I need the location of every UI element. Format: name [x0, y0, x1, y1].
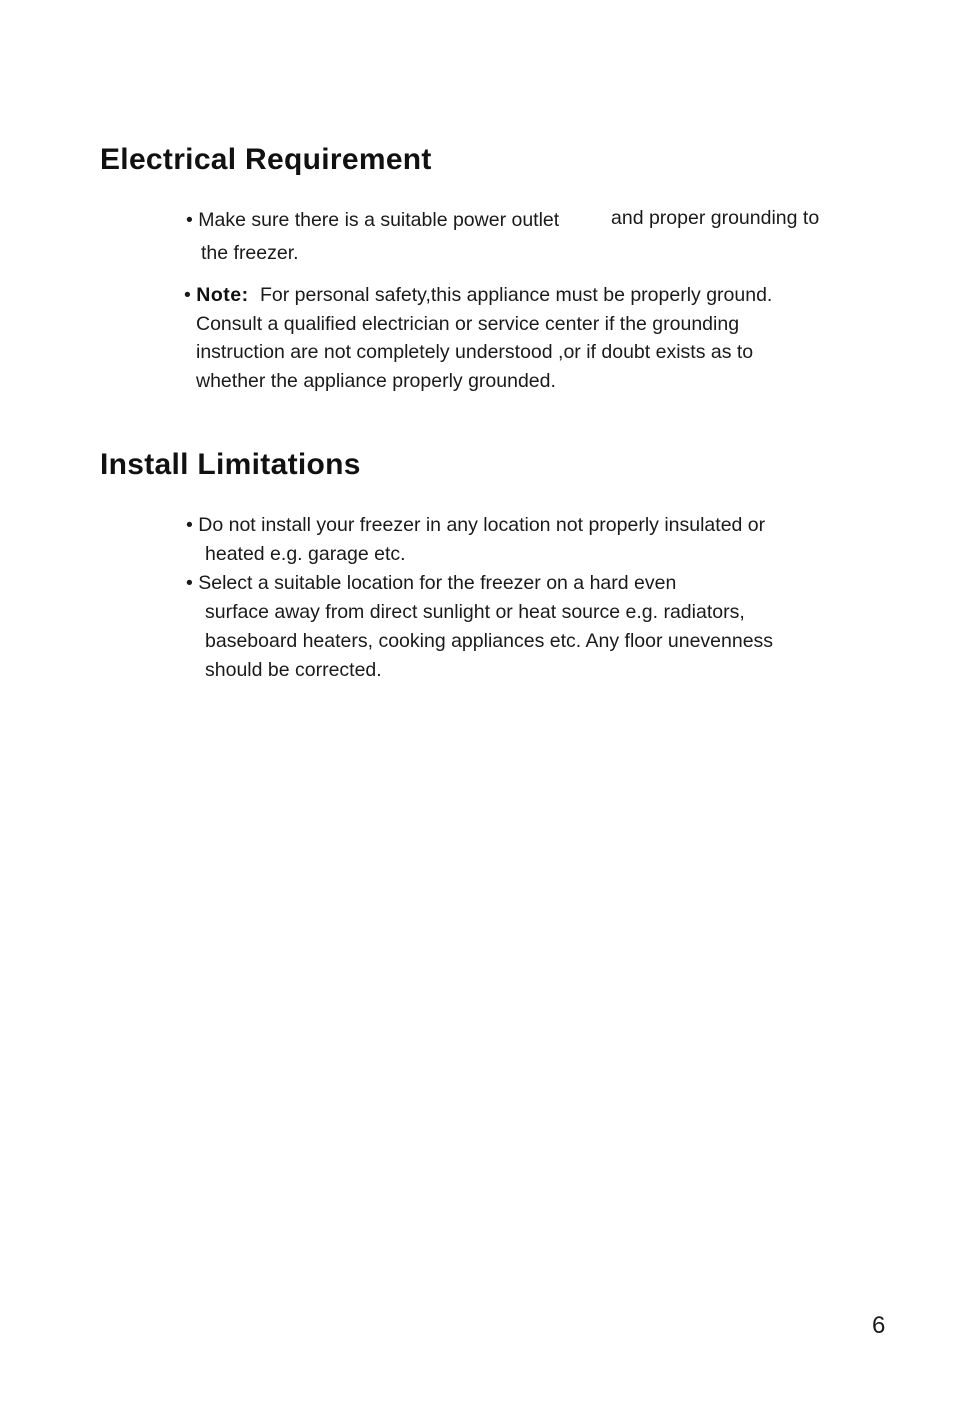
- list-item: [186, 571, 676, 595]
- note-text: For personal safety,this appliance must be properly ground.: [260, 284, 773, 306]
- list-item-text: Do not install your freezer in any location not properly insulated or: [198, 514, 766, 536]
- list-item-text-continuation: heated e.g. garage etc.: [205, 543, 406, 565]
- bullet-icon: •: [184, 284, 191, 306]
- bullet-icon: •: [186, 209, 193, 231]
- list-item-text: Make sure there is a suitable power outlet: [198, 209, 560, 231]
- list-item: [186, 208, 559, 232]
- note-label: Note:: [196, 284, 249, 306]
- list-item-text-continuation: the freezer.: [201, 242, 299, 264]
- page-number: 6: [872, 1312, 886, 1339]
- note-text-continuation: Consult a qualified electrician or service center if the grounding: [196, 313, 740, 335]
- bullet-icon: •: [186, 572, 193, 594]
- list-item-text-continuation: baseboard heaters, cooking appliances etc. Any floor unevenness: [205, 630, 774, 652]
- list-item-text-continuation: and proper grounding to: [611, 207, 820, 229]
- list-item: [186, 513, 765, 537]
- list-item-text-continuation: should be corrected.: [205, 659, 382, 681]
- bullet-icon: •: [186, 514, 193, 536]
- section-heading-install-limitations: Install Limitations: [100, 448, 361, 481]
- list-item-text: Select a suitable location for the freezer on a hard even: [198, 572, 677, 594]
- note-text-continuation: instruction are not completely understood ,or if doubt exists as to: [196, 341, 754, 363]
- note-text-continuation: whether the appliance properly grounded.: [196, 370, 556, 392]
- section-heading-electrical-requirement: Electrical Requirement: [100, 143, 432, 176]
- list-item-text-continuation: surface away from direct sunlight or heat source e.g. radiators,: [205, 601, 745, 623]
- note-item: [184, 283, 772, 307]
